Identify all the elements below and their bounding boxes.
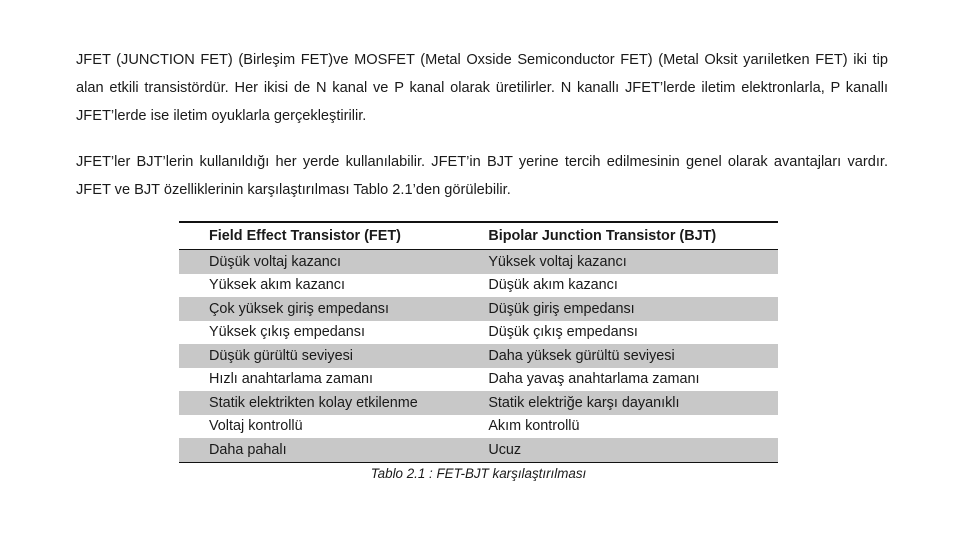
table-row (179, 344, 778, 368)
table-row (179, 415, 778, 439)
table-row (179, 438, 778, 462)
table-row (179, 391, 778, 415)
table-row (179, 297, 778, 321)
fet-cell: Çok yüksek giriş empedansı (179, 297, 480, 321)
fet-cell: Yüksek çıkış empedansı (209, 324, 365, 341)
fet-cell: Düşük gürültü seviyesi (179, 344, 480, 368)
fet-bjt-comparison-table (179, 221, 778, 463)
bjt-cell: Düşük akım kazancı (488, 277, 618, 294)
fet-cell: Voltaj kontrollü (209, 418, 303, 435)
table-caption: Tablo 2.1 : FET-BJT karşılaştırılması (370, 465, 587, 481)
fet-cell: Yüksek akım kazancı (209, 277, 345, 294)
table-row (179, 274, 778, 298)
bjt-cell: Statik elektriğe karşı dayanıklı (480, 391, 778, 415)
paragraph-jfet-bjt: JFET’ler BJT’lerin kullanıldığı her yerde kullanılabilir. JFET’in BJT yerine tercih edilmesinin genel olarak avantajları vardır. JFET ve BJT özelliklerinin karşılaştırılması Tablo 2.1’den görülebilir. (76, 154, 888, 198)
table-row (179, 321, 778, 345)
bjt-cell: Yüksek voltaj kazancı (480, 250, 778, 274)
bjt-cell: Daha yüksek gürültü seviyesi (480, 344, 778, 368)
bjt-cell: Düşük çıkış empedansı (488, 324, 638, 341)
header-bjt: Bipolar Junction Transistor (BJT) (480, 222, 778, 250)
table-row (179, 250, 778, 274)
comparison-table-container (179, 221, 778, 481)
bjt-cell: Düşük giriş empedansı (480, 297, 778, 321)
paragraph-jfet-mosfet: JFET (JUNCTION FET) (Birleşim FET)ve MOSFET (Metal Oxside Semiconductor FET) (Metal Oksit yarıiletken FET) iki tip alan etkili transistördür. Her ikisi de N kanal ve P kanal olarak üretilirler. N kanallı JFET’lerde iletim elektronlarla, P kanallı JFET’lerde ise iletim oyuklarla gerçekleştirilir. (76, 52, 888, 124)
bjt-cell: Daha yavaş anahtarlama zamanı (488, 371, 700, 388)
bjt-cell: Ucuz (480, 438, 778, 462)
fet-cell: Düşük voltaj kazancı (179, 250, 480, 274)
fet-cell: Statik elektrikten kolay etkilenme (179, 391, 480, 415)
table-row (179, 368, 778, 392)
fet-cell: Daha pahalı (179, 438, 480, 462)
header-fet: Field Effect Transistor (FET) (179, 222, 480, 250)
bjt-cell: Akım kontrollü (488, 418, 580, 435)
fet-cell: Hızlı anahtarlama zamanı (209, 371, 373, 388)
table-header-row (179, 222, 778, 250)
